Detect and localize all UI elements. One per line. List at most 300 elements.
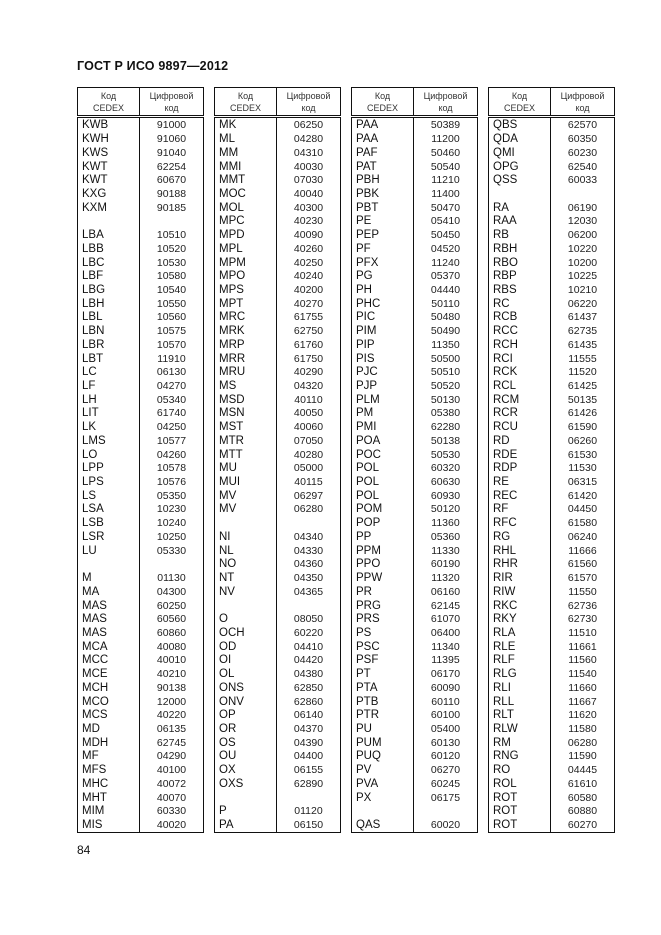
table-row [352,476,478,490]
cedex-code-cell: PBT [352,201,414,215]
cedex-code-cell [215,791,277,805]
cedex-code-cell: RCK [489,366,551,380]
digital-code-cell: 04280 [293,133,324,146]
digital-code-cell: 40270 [293,297,324,310]
digital-code-cell: 06220 [567,297,598,310]
cedex-code-cell: MOC [215,188,277,202]
cedex-code-cell: MRR [215,352,277,366]
table-row [215,791,341,805]
digital-code-cell: 04250 [156,421,187,434]
digital-code-cell: 61580 [567,517,598,530]
digital-code-cell: 62570 [567,119,598,132]
digital-code-cell: 61425 [567,380,598,393]
cedex-code-cell: KWS [78,146,140,160]
digital-code-cell: 60270 [567,819,598,832]
digital-code-cell: 40030 [293,160,324,173]
digital-code-cell: 05000 [293,462,324,475]
cedex-table-2 [214,87,341,833]
digital-code-cell: 06280 [567,736,598,749]
table-row [215,695,341,709]
cedex-code-cell: MPC [215,215,277,229]
cedex-code-cell: RHR [489,558,551,572]
table-body [78,117,204,833]
digital-code-cell: 62860 [293,695,324,708]
digital-code-cell: 40060 [293,421,324,434]
digital-code-cell: 62750 [293,325,324,338]
cedex-code-cell: POL [352,476,414,490]
cedex-code-cell: RCI [489,352,551,366]
cedex-code-cell: PPW [352,572,414,586]
cedex-code-cell: KWB [78,117,140,133]
cedex-code-cell: RBS [489,284,551,298]
table-row [215,805,341,819]
digital-code-cell: 50480 [430,311,461,324]
table-row [78,778,204,792]
cedex-code-cell: O [215,613,277,627]
cedex-code-cell: RLF [489,654,551,668]
table-row [215,380,341,394]
digital-code-cell: 62735 [567,325,598,338]
table-row [352,201,478,215]
cedex-table-4 [488,87,615,833]
table-row [78,352,204,366]
digital-code-cell: 06260 [567,434,598,447]
cedex-code-cell: OD [215,640,277,654]
cedex-code-cell: RCM [489,393,551,407]
table-row [215,435,341,449]
cedex-code-cell: RCU [489,421,551,435]
digital-code-cell: 61760 [293,338,324,351]
cedex-code-cell: LPP [78,462,140,476]
digital-code-cell: 60630 [430,476,461,489]
digital-code-cell: 10575 [156,325,187,338]
digital-code-cell: 11580 [568,722,597,735]
cedex-code-cell: POA [352,435,414,449]
digital-code-cell: 61070 [430,613,461,626]
cedex-code-cell: OX [215,764,277,778]
digital-code-cell: 61570 [567,572,598,585]
table-row [215,146,341,160]
digital-code-cell: 04380 [293,668,324,681]
table-row [489,489,615,503]
digital-code-cell: 05350 [156,489,187,502]
table-row [352,695,478,709]
table-row [78,380,204,394]
table-row [489,503,615,517]
digital-code-cell: 60120 [430,750,461,763]
table-body [352,117,478,833]
cedex-code-cell: RA [489,201,551,215]
digital-code-cell: 11620 [568,709,597,722]
digital-code-cell: 91040 [156,146,187,159]
table-row [352,297,478,311]
digital-code-cell: 07050 [293,434,324,447]
table-row [78,448,204,462]
table-row [489,791,615,805]
cedex-code-cell: OCH [215,627,277,641]
digital-code-cell: 06280 [293,503,324,516]
digital-code-cell: 11590 [568,750,597,763]
table-row [352,558,478,572]
cedex-code-cell: PRG [352,599,414,613]
table-row [489,750,615,764]
digital-code-cell: 11210 [431,174,460,187]
cedex-code-cell: LBN [78,325,140,339]
cedex-code-cell: PEP [352,229,414,243]
column-header-cedex-code: Код CEDEX [215,88,277,117]
cedex-code-cell: ROT [489,791,551,805]
table-row [215,709,341,723]
digital-code-cell [277,791,341,805]
cedex-code-cell: MV [215,503,277,517]
table-row [489,805,615,819]
digital-code-cell: 07030 [293,174,324,187]
table-row [215,819,341,833]
table-row [215,174,341,188]
cedex-code-cell: RBO [489,256,551,270]
column-header-cedex-code: Код CEDEX [352,88,414,117]
table-row [215,133,341,147]
table-row [489,599,615,613]
table-row [352,133,478,147]
digital-code-cell: 62540 [567,160,598,173]
cedex-code-cell: NI [215,531,277,545]
digital-code-cell: 40260 [293,242,324,255]
cedex-code-cell: RG [489,531,551,545]
cedex-code-cell: OPG [489,160,551,174]
table-row [489,160,615,174]
table-row [78,407,204,421]
cedex-code-cell: RB [489,229,551,243]
table-row [78,668,204,682]
digital-code-cell: 10200 [567,256,598,269]
table-row [489,146,615,160]
cedex-code-cell: RKC [489,599,551,613]
digital-code-cell: 10576 [156,476,187,489]
digital-code-cell: 40210 [156,668,187,681]
table-row [489,723,615,737]
cedex-code-cell: MRK [215,325,277,339]
digital-code-cell: 10220 [567,242,598,255]
cedex-code-cell: ROT [489,819,551,833]
digital-code-cell: 61610 [567,777,598,790]
digital-code-cell: 40010 [156,654,187,667]
cedex-code-cell: RF [489,503,551,517]
cedex-code-cell: PMI [352,421,414,435]
cedex-table-1 [77,87,204,833]
cedex-code-cell [489,188,551,202]
cedex-code-cell: PF [352,242,414,256]
table-row [352,435,478,449]
table-row [215,284,341,298]
column-header-digital-code: Цифровой код [414,88,478,117]
cedex-code-cell: LBR [78,339,140,353]
cedex-code-cell: MCC [78,654,140,668]
cedex-code-cell: PLM [352,393,414,407]
cedex-code-cell: LPS [78,476,140,490]
digital-code-cell: 10250 [156,530,187,543]
table-row [489,558,615,572]
table-row [78,640,204,654]
cedex-code-cell: PAF [352,146,414,160]
digital-code-cell: 60033 [567,174,598,187]
table-row [215,229,341,243]
table-row [352,229,478,243]
digital-code-cell [140,215,204,229]
cedex-code-cell: PBH [352,174,414,188]
table-row [352,613,478,627]
cedex-code-cell: RCL [489,380,551,394]
digital-code-cell: 06190 [567,201,598,214]
cedex-code-cell: P [215,805,277,819]
table-row [489,352,615,366]
cedex-code-cell: MCS [78,709,140,723]
table-row [78,256,204,270]
table-row [215,585,341,599]
table-row [489,544,615,558]
cedex-code-cell: RE [489,476,551,490]
digital-code-cell: 11400 [431,187,460,200]
cedex-code-cell: RCC [489,325,551,339]
digital-code-cell: 06130 [156,366,187,379]
cedex-code-cell: PJP [352,380,414,394]
cedex-code-cell: RLA [489,627,551,641]
digital-code-cell: 50530 [430,448,461,461]
table-row [489,462,615,476]
table-row [352,517,478,531]
cedex-code-cell: MS [215,380,277,394]
table-row [78,503,204,517]
cedex-code-cell: LC [78,366,140,380]
digital-code-cell: 04290 [156,750,187,763]
digital-code-cell: 60230 [567,146,598,159]
digital-code-cell: 40230 [293,215,324,228]
digital-code-cell: 40080 [156,640,187,653]
cedex-code-cell: RLW [489,723,551,737]
table-row [489,133,615,147]
cedex-code-cell: MCH [78,681,140,695]
cedex-code-cell: MIS [78,819,140,833]
cedex-code-cell: MMI [215,160,277,174]
table-row [215,531,341,545]
digital-code-cell: 08050 [293,613,324,626]
digital-code-cell: 04310 [293,146,324,159]
table-row [215,366,341,380]
cedex-code-cell: OL [215,668,277,682]
cedex-code-cell: MPD [215,229,277,243]
digital-code-cell: 61755 [293,311,324,324]
digital-code-cell: 11530 [568,462,597,475]
table-row [352,284,478,298]
cedex-code-cell: PA [215,819,277,833]
digital-code-cell: 04450 [567,503,598,516]
cedex-code-cell: OP [215,709,277,723]
cedex-code-cell: MFS [78,764,140,778]
digital-code-cell: 11520 [568,366,597,379]
digital-code-cell: 40250 [293,256,324,269]
digital-code-cell: 04365 [293,585,324,598]
cedex-code-cell: PHC [352,297,414,311]
table-row [215,640,341,654]
table-row [352,146,478,160]
cedex-table-3 [351,87,478,833]
cedex-code-cell: MRP [215,339,277,353]
digital-code-cell: 61560 [567,558,598,571]
cedex-code-cell: PSF [352,654,414,668]
table-row [352,421,478,435]
digital-code-cell: 10225 [567,270,598,283]
digital-code-cell: 62280 [430,421,461,434]
digital-code-cell: 10560 [156,311,187,324]
digital-code-cell: 61420 [567,489,598,502]
cedex-code-cell: LBA [78,229,140,243]
digital-code-cell: 06160 [430,585,461,598]
table-row [215,681,341,695]
cedex-code-cell: PUQ [352,750,414,764]
cedex-code-cell: LIT [78,407,140,421]
table-row [215,311,341,325]
column-header-digital-code: Цифровой код [277,88,341,117]
table-row [352,489,478,503]
digital-code-cell: 10240 [156,517,187,530]
cedex-code-cell: MOL [215,201,277,215]
digital-code-cell: 50130 [430,393,461,406]
cedex-code-cell: POL [352,462,414,476]
cedex-code-cell: PAA [352,117,414,133]
cedex-code-cell: KWT [78,160,140,174]
digital-code-cell: 50520 [430,380,461,393]
table-row [78,695,204,709]
digital-code-cell: 61750 [293,352,324,365]
cedex-code-cell: PIC [352,311,414,325]
table-row [489,256,615,270]
cedex-code-cell: LF [78,380,140,394]
cedex-code-cell: PAT [352,160,414,174]
cedex-code-cell: MM [215,146,277,160]
digital-code-cell: 60020 [430,819,461,832]
table-row [352,352,478,366]
digital-code-cell: 62745 [156,736,187,749]
table-row [78,297,204,311]
digital-code-cell: 04330 [293,544,324,557]
table-row [489,174,615,188]
digital-code-cell: 60130 [430,736,461,749]
cedex-code-cell: LBH [78,297,140,311]
table-row [352,681,478,695]
table-row [215,627,341,641]
table-row [215,613,341,627]
cedex-code-cell: MTR [215,435,277,449]
cedex-code-cell: MMT [215,174,277,188]
cedex-code-cell: POM [352,503,414,517]
table-row [215,517,341,531]
cedex-code-cell: LMS [78,435,140,449]
cedex-code-cell: MCO [78,695,140,709]
cedex-code-cell: PR [352,585,414,599]
cedex-code-cell: LSR [78,531,140,545]
table-row [78,585,204,599]
digital-code-cell: 04400 [293,750,324,763]
digital-code-cell: 90138 [156,681,187,694]
digital-code-cell: 06240 [567,530,598,543]
table-row [489,681,615,695]
table-row [489,764,615,778]
table-row [78,270,204,284]
cedex-code-cell: MUI [215,476,277,490]
digital-code-cell: 10520 [156,242,187,255]
cedex-code-cell: PIP [352,339,414,353]
table-row [78,117,204,133]
digital-code-cell: 40290 [293,366,324,379]
digital-code-cell: 06200 [567,229,598,242]
digital-code-cell: 06400 [430,626,461,639]
digital-code-cell: 50510 [430,366,461,379]
digital-code-cell: 04320 [293,380,324,393]
table-row [352,791,478,805]
cedex-code-cell: MF [78,750,140,764]
digital-code-cell: 11395 [431,654,460,667]
digital-code-cell: 50450 [430,229,461,242]
cedex-code-cell: RBP [489,270,551,284]
digital-code-cell [140,558,204,572]
cedex-code-cell: RIR [489,572,551,586]
table-row [352,750,478,764]
table-row [215,654,341,668]
cedex-code-cell: NT [215,572,277,586]
digital-code-cell: 04270 [156,380,187,393]
digital-code-cell: 91000 [156,119,187,132]
cedex-code-cell: LBG [78,284,140,298]
cedex-code-cell: PT [352,668,414,682]
table-row [215,750,341,764]
table-row [215,215,341,229]
digital-code-cell: 11510 [568,626,597,639]
cedex-code-cell: PH [352,284,414,298]
table-row [78,393,204,407]
cedex-code-cell: KWH [78,133,140,147]
digital-code-cell: 60110 [431,695,460,708]
cedex-code-cell: MTT [215,448,277,462]
digital-code-cell: 62736 [567,599,598,612]
digital-code-cell: 04350 [293,572,324,585]
cedex-code-cell: OR [215,723,277,737]
table-row [78,791,204,805]
cedex-code-cell: PTR [352,709,414,723]
cedex-code-cell: PM [352,407,414,421]
table-row [78,284,204,298]
cedex-code-cell: MHT [78,791,140,805]
cedex-code-cell: MPT [215,297,277,311]
cedex-code-cell: MHC [78,778,140,792]
digital-code-cell: 11340 [431,640,460,653]
table-row [78,599,204,613]
table-row [489,311,615,325]
cedex-code-cell: ROL [489,778,551,792]
table-row [215,489,341,503]
cedex-code-cell: PE [352,215,414,229]
table-row [215,544,341,558]
table-row [489,476,615,490]
table-row [215,325,341,339]
table-row [489,325,615,339]
digital-code-cell: 05330 [156,544,187,557]
cedex-code-cell: RFC [489,517,551,531]
digital-code-cell: 04370 [293,722,324,735]
column-header-digital-code: Цифровой код [140,88,204,117]
table-row [489,229,615,243]
table-row [215,599,341,613]
digital-code-cell: 62254 [156,160,187,173]
